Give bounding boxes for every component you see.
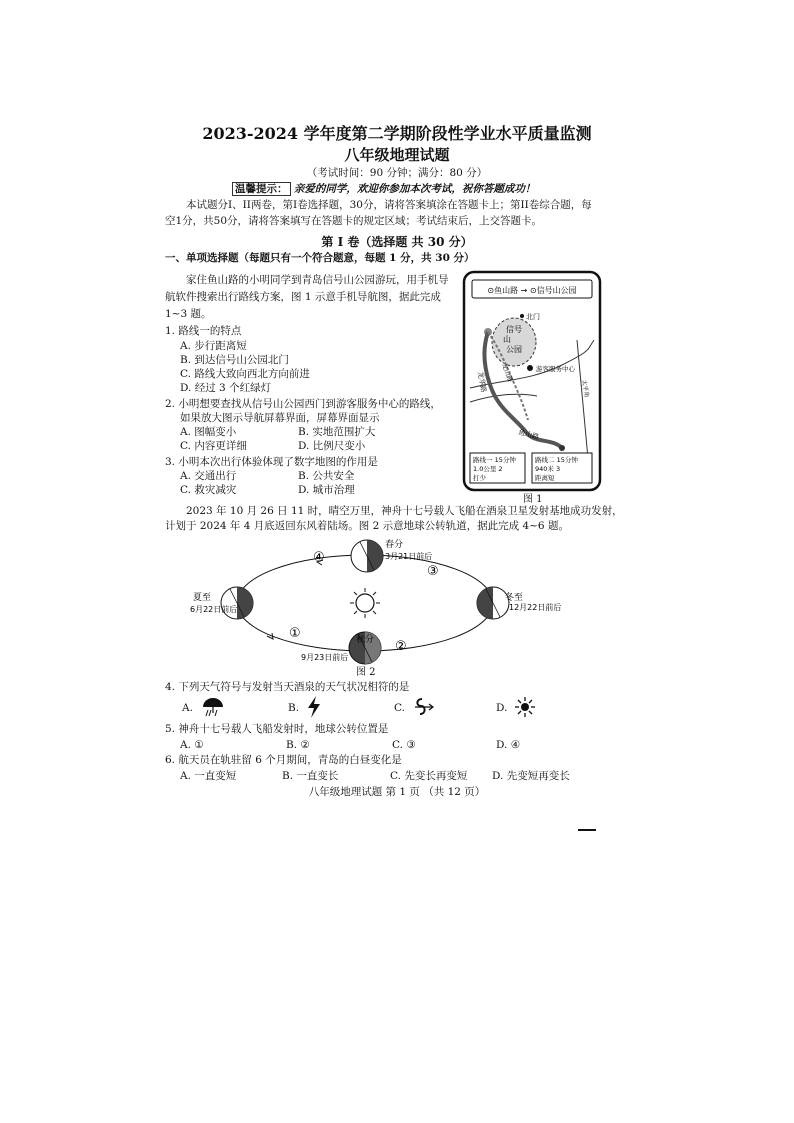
question-6-option-c: C. 先变长再变短 xyxy=(390,770,468,782)
instructions-line-2: 空1分，共50分，请将答案填写在答题卡的规定区域；考试结束后，上交答题卡。 xyxy=(165,215,543,227)
question-6-option-d: D. 先变短再变长 xyxy=(492,770,570,782)
passage1-line-1: 家住鱼山路的小明同学到青岛信号山公园游玩，用手机导 xyxy=(186,274,449,286)
question-1-option-c: C. 路线大致向西北方向前进 xyxy=(180,368,310,380)
question-5-option-d: D. ④ xyxy=(496,739,521,751)
sunny-icon xyxy=(513,696,537,718)
lightning-icon xyxy=(306,695,322,719)
instructions-line-1: 本试题分I、II两卷，第I卷选择题，30分，请将答案填涂在答题卡上；第II卷综合题，每 xyxy=(186,199,592,211)
section-subtitle: 一、单项选择题（每题只有一个符合题意，每题 1 分，共 30 分） xyxy=(165,252,475,264)
position-1-label: ① xyxy=(289,626,301,641)
question-2-stem-line-1: 2. 小明想要查找从信号山公园西门到游客服务中心的路线， xyxy=(165,398,441,410)
road-left-label: 龙华路 xyxy=(476,370,488,394)
question-1-option-d: D. 经过 3 个红绿灯 xyxy=(180,382,272,394)
north-gate-label: 北门 xyxy=(526,313,540,321)
exam-info: （考试时间：90 分钟；满分：80 分） xyxy=(306,167,488,179)
figure-1-caption: 图 1 xyxy=(523,494,543,505)
question-5-option-c: C. ③ xyxy=(392,739,416,751)
question-3-option-b: B. 公共安全 xyxy=(298,470,355,482)
road-right-label: 太平角 xyxy=(580,379,591,399)
question-3-stem: 3. 小明本次出行体验体现了数字地图的作用是 xyxy=(165,456,378,468)
route-2-note: 距离短 xyxy=(535,474,555,482)
question-6-option-b: B. 一直变长 xyxy=(282,770,339,782)
summer-date: 6月22日前后 xyxy=(190,605,238,614)
autumn-label: 秋分 xyxy=(355,635,375,645)
tip-label: 温馨提示： xyxy=(232,182,291,196)
road-mid-label: 龙山路 xyxy=(500,361,515,384)
destination-marker-icon xyxy=(559,445,565,451)
question-2-stem-line-2: 如果放大图示导航屏幕界面，屏幕界面显示 xyxy=(180,412,380,424)
visitor-center-label: 游客服务中心 xyxy=(536,365,575,373)
question-2-option-c: C. 内容更详细 xyxy=(180,440,247,452)
earth-winter-icon xyxy=(477,587,509,619)
question-5-option-a: A. ① xyxy=(180,739,204,751)
question-4-option-b: B. xyxy=(288,702,300,714)
park-label-3: 公园 xyxy=(506,345,522,354)
exam-subtitle: 八年级地理试题 xyxy=(344,146,450,164)
passage2-line-2: 计划于 2024 年 4 月底返回东风着陆场。图 2 示意地球公转轨道，据此完成 4~6 题。 xyxy=(165,520,569,532)
question-4-option-c: C. xyxy=(394,702,405,714)
exam-title: 2023-2024 学年度第二学期阶段性学业水平质量监测 xyxy=(202,124,592,143)
section-title: 第 I 卷（选择题 共 30 分） xyxy=(321,235,473,249)
figure-1-map xyxy=(462,270,602,492)
route-1-distance: 1.0公里 2 xyxy=(473,465,503,473)
figure-2-caption: 图 2 xyxy=(356,667,376,678)
question-3-option-a: A. 交通出行 xyxy=(180,470,237,482)
route-2-distance: 940米 3 xyxy=(535,465,561,473)
route-1-note: 打少 xyxy=(473,474,486,482)
question-2-option-a: A. 图幅变小 xyxy=(180,426,237,438)
sun-icon xyxy=(350,588,380,618)
passage1-line-3: 1~3 题。 xyxy=(165,308,212,320)
earth-spring-icon xyxy=(351,540,383,572)
spring-date: 3月21日前后 xyxy=(385,552,433,561)
rain-icon xyxy=(201,696,225,718)
park-label-2: 山 xyxy=(503,335,511,344)
visitor-center-marker-icon xyxy=(527,365,533,371)
route-1-title: 路线一 15分钟 xyxy=(473,456,516,464)
tip-text: 亲爱的同学，欢迎你参加本次考试，祝你答题成功！ xyxy=(293,183,536,195)
position-2-label: ② xyxy=(395,639,407,654)
winter-label: 冬至 xyxy=(505,593,524,603)
question-4-stem: 4. 下列天气符号与发射当天酒泉的天气状况相符的是 xyxy=(165,681,410,693)
passage1-line-2: 航软件搜索出行路线方案，图 1 示意手机导航图，据此完成 xyxy=(165,291,441,303)
question-5-option-b: B. ② xyxy=(286,739,310,751)
question-1-option-a: A. 步行距离短 xyxy=(180,340,247,352)
sandstorm-icon xyxy=(412,696,436,718)
question-1-stem: 1. 路线一的特点 xyxy=(165,325,242,337)
page-footer: 八年级地理试题 第 1 页 （共 12 页） xyxy=(308,786,486,798)
autumn-date: 9月23日前后 xyxy=(301,653,349,662)
question-2-option-b: B. 实地范围扩大 xyxy=(298,426,376,438)
position-4-label: ④ xyxy=(313,550,325,565)
route-2-title: 路线二 15分钟 xyxy=(535,456,578,464)
question-5-stem: 5. 神舟十七号载人飞船发射时，地球公转位置是 xyxy=(165,723,389,735)
question-1-option-b: B. 到达信号山公园北门 xyxy=(180,354,289,366)
map-search-text: ⊙鱼山路 → ⊙信号山公园 xyxy=(487,286,577,295)
spring-label: 春分 xyxy=(385,540,404,550)
question-4-option-a: A. xyxy=(182,702,193,714)
question-4-option-d: D. xyxy=(496,702,508,714)
question-2-option-d: D. 比例尺变小 xyxy=(298,440,366,452)
scan-mark-divider xyxy=(578,829,596,831)
position-3-label: ③ xyxy=(427,564,439,579)
question-3-option-d: D. 城市治理 xyxy=(298,484,355,496)
summer-label: 夏至 xyxy=(193,593,212,603)
passage2-line-1: 2023 年 10 月 26 日 11 时，晴空万里，神舟十七号载人飞船在酒泉卫星发射基地成功发射， xyxy=(186,505,623,517)
tip-line xyxy=(232,183,535,196)
question-6-option-a: A. 一直变短 xyxy=(180,770,237,782)
question-3-option-c: C. 救灾减灾 xyxy=(180,484,237,496)
winter-date: 12月22日前后 xyxy=(509,603,562,612)
park-label-1: 信号 xyxy=(506,325,522,334)
north-gate-marker-icon xyxy=(520,314,524,318)
earth-summer-icon xyxy=(221,587,253,619)
question-6-stem: 6. 航天员在轨驻留 6 个月期间，青岛的白昼变化是 xyxy=(165,754,402,766)
road-bottom-label: 鱼山路 xyxy=(517,428,540,442)
figure-2-orbit xyxy=(190,536,562,676)
